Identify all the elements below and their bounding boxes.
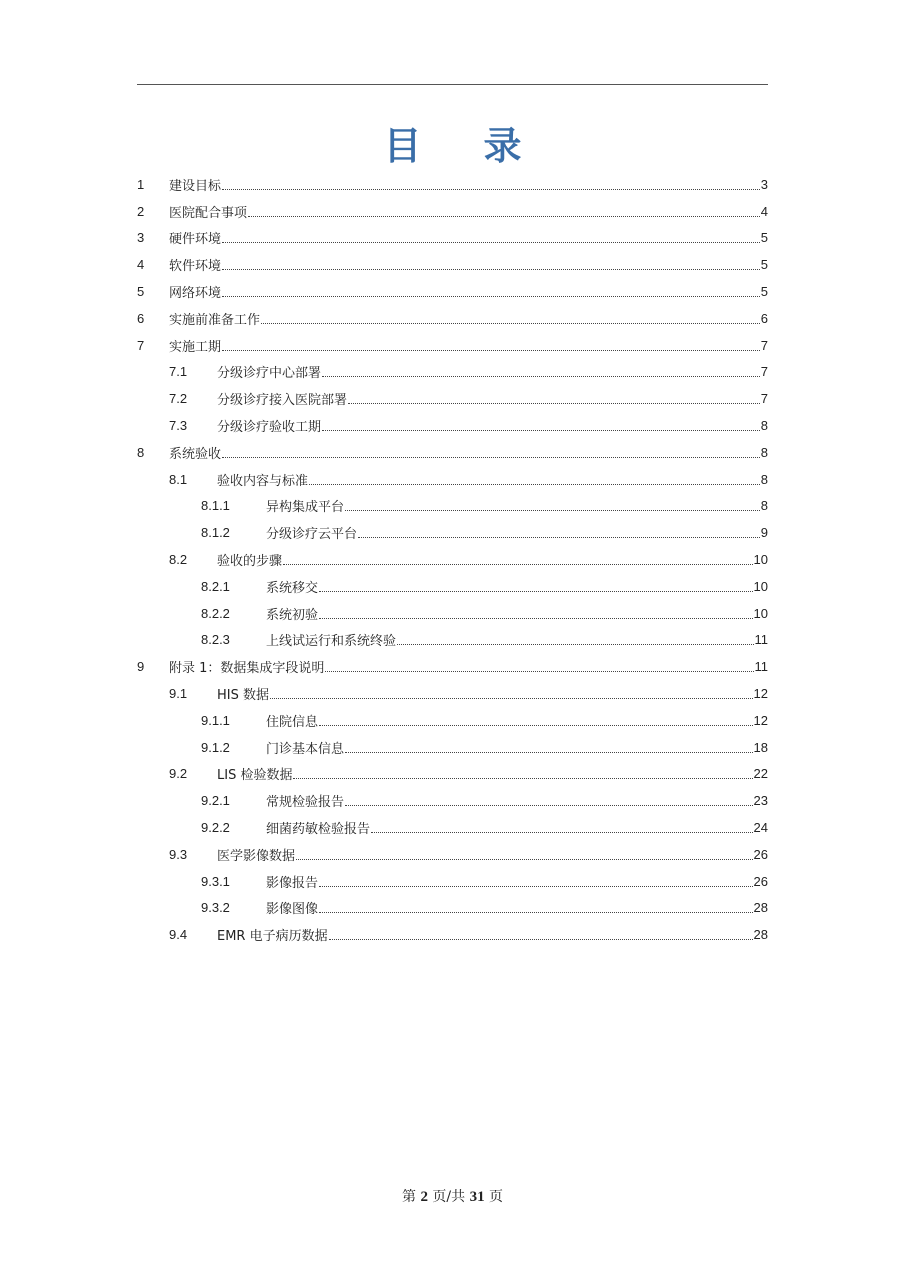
toc-entry-page: 26 [753,846,768,862]
toc-dot-leader [309,483,760,485]
toc-entry-page: 5 [760,230,768,246]
toc-entry-title: 实施工期 [169,339,222,355]
toc-dot-leader [325,670,753,672]
page-footer [0,1186,905,1206]
toc-dot-leader [283,563,753,565]
toc-entry-page: 3 [760,176,768,192]
toc-entry-number: 8.2.1 [201,578,230,594]
toc-entry-page: 11 [754,659,768,675]
toc-entry-title: 上线试运行和系统终验 [266,634,397,650]
toc-entry-page: 18 [753,739,768,755]
toc-entry-number: 7.1 [169,364,188,380]
toc-entry[interactable] [137,627,768,654]
toc-dot-leader [222,295,760,297]
toc-dot-leader [397,643,753,645]
toc-dot-leader [222,241,760,243]
toc-entry-number: 8.1.1 [201,498,230,514]
toc-entry-number: 7.3 [169,418,188,434]
toc-entry-title: HIS 数据 [217,688,269,704]
toc-entry-title: 验收的步骤 [217,554,283,570]
toc-entry-title: LIS 检验数据 [217,768,293,784]
toc-entry-page: 9 [760,525,768,541]
toc-entry-page: 8 [760,444,768,460]
toc-entry-number: 9 [137,659,145,675]
toc-dot-leader [322,429,760,431]
toc-entry-title: 常规检验报告 [266,795,345,811]
toc-entry-page: 7 [760,337,768,353]
toc-entry-number: 9.1.1 [201,712,230,728]
toc-dot-leader [296,858,753,860]
table-of-contents [137,171,768,948]
toc-entry[interactable] [137,519,768,546]
toc-entry-page: 12 [753,686,768,702]
header-rule [137,84,768,85]
toc-entry[interactable] [137,921,768,948]
toc-dot-leader [222,456,760,458]
toc-entry[interactable] [137,225,768,252]
toc-entry-title: 医院配合事项 [169,205,248,221]
footer-current-page: 2 [420,1189,428,1205]
toc-entry[interactable] [137,493,768,520]
toc-entry-page: 4 [760,203,768,219]
toc-entry-page: 5 [760,284,768,300]
toc-entry[interactable] [137,653,768,680]
toc-dot-leader [270,697,753,699]
toc-entry[interactable] [137,439,768,466]
toc-entry-page: 28 [753,900,768,916]
toc-entry[interactable] [137,251,768,278]
toc-dot-leader [319,911,753,913]
toc-entry-number: 1 [137,176,145,192]
footer-prefix: 第 [401,1189,416,1205]
toc-entry-page: 22 [753,766,768,782]
toc-entry-page: 10 [753,605,768,621]
toc-entry[interactable] [137,198,768,225]
toc-entry-number: 9.2.1 [201,793,230,809]
toc-entry-number: 9.2.2 [201,820,230,836]
toc-entry-number: 7 [137,337,145,353]
toc-entry[interactable] [137,868,768,895]
toc-entry-title: 附录 1：数据集成字段说明 [169,661,325,677]
toc-entry[interactable] [137,734,768,761]
toc-entry-title: 影像报告 [266,875,319,891]
toc-entry-title: 系统移交 [266,580,319,596]
toc-entry-page: 10 [753,578,768,594]
toc-entry-title: 系统验收 [169,446,222,462]
toc-entry[interactable] [137,814,768,841]
toc-dot-leader [248,215,760,217]
toc-entry-number: 6 [137,310,145,326]
toc-entry[interactable] [137,600,768,627]
toc-dot-leader [358,536,760,538]
toc-dot-leader [345,751,753,753]
toc-entry-page: 8 [760,498,768,514]
toc-entry[interactable] [137,841,768,868]
toc-entry-title: 分级诊疗验收工期 [217,420,322,436]
toc-entry-title: 软件环境 [169,259,222,275]
toc-entry-number: 9.1.2 [201,739,230,755]
toc-entry[interactable] [137,171,768,198]
toc-entry-title: 异构集成平台 [266,500,345,516]
toc-dot-leader [319,885,753,887]
toc-entry[interactable] [137,305,768,332]
toc-entry-number: 9.4 [169,927,188,943]
toc-dot-leader [222,188,760,190]
toc-entry-title: 硬件环境 [169,232,222,248]
page-title [137,118,768,174]
toc-entry-page: 6 [760,310,768,326]
toc-dot-leader [345,509,760,511]
toc-dot-leader [319,724,753,726]
toc-entry-page: 5 [760,257,768,273]
toc-entry-number: 9.3 [169,846,188,862]
toc-dot-leader [329,938,753,940]
title-char-2: 录 [483,123,522,168]
toc-entry[interactable] [137,680,768,707]
toc-entry-page: 12 [753,712,768,728]
toc-entry-number: 8.1 [169,471,188,487]
toc-entry-number: 7.2 [169,391,188,407]
toc-entry-number: 3 [137,230,145,246]
toc-dot-leader [348,402,760,404]
toc-dot-leader [371,831,753,833]
toc-entry-number: 9.2 [169,766,188,782]
toc-entry[interactable] [137,385,768,412]
toc-entry-page: 28 [753,927,768,943]
toc-entry-page: 26 [753,873,768,889]
toc-entry[interactable] [137,332,768,359]
footer-suffix: 页 [489,1189,504,1205]
toc-entry-number: 9.3.1 [201,873,230,889]
footer-middle: 页/共 [432,1189,466,1205]
toc-entry-title: 细菌药敏检验报告 [266,822,371,838]
footer-total-pages: 31 [469,1189,485,1205]
toc-entry[interactable] [137,761,768,788]
toc-entry-title: 分级诊疗中心部署 [217,366,322,382]
toc-entry[interactable] [137,707,768,734]
toc-entry-title: 分级诊疗接入医院部署 [217,393,348,409]
toc-dot-leader [222,349,760,351]
toc-entry-title: 实施前准备工作 [169,312,261,328]
toc-entry[interactable] [137,278,768,305]
toc-entry-title: 住院信息 [266,714,319,730]
title-char-1: 目 [383,123,422,168]
toc-entry-title: 验收内容与标准 [217,473,309,489]
toc-entry-page: 10 [753,552,768,568]
toc-dot-leader [261,322,760,324]
toc-entry-page: 24 [753,820,768,836]
toc-entry[interactable] [137,546,768,573]
toc-entry-number: 8.2 [169,552,188,568]
toc-entry-number: 5 [137,284,145,300]
toc-dot-leader [319,617,753,619]
toc-entry-title: 系统初验 [266,607,319,623]
toc-entry-page: 7 [760,391,768,407]
toc-entry-number: 8.1.2 [201,525,230,541]
toc-entry-number: 2 [137,203,145,219]
toc-entry-title: 网络环境 [169,286,222,302]
toc-entry-number: 8.2.3 [201,632,230,648]
toc-dot-leader [322,375,760,377]
toc-dot-leader [222,268,760,270]
toc-dot-leader [319,590,753,592]
toc-entry-title: 影像图像 [266,902,319,918]
toc-entry-number: 8.2.2 [201,605,230,621]
toc-entry-title: 医学影像数据 [217,848,296,864]
toc-entry-number: 9.3.2 [201,900,230,916]
toc-entry-title: 门诊基本信息 [266,741,345,757]
toc-entry-page: 11 [754,632,768,648]
toc-entry-page: 7 [760,364,768,380]
toc-entry-page: 8 [760,471,768,487]
toc-entry-number: 8 [137,444,145,460]
toc-entry-page: 8 [760,418,768,434]
toc-entry[interactable] [137,573,768,600]
toc-entry-title: 分级诊疗云平台 [266,527,358,543]
toc-entry-title: 建设目标 [169,178,222,194]
toc-entry-title: EMR 电子病历数据 [217,929,328,945]
toc-entry[interactable] [137,787,768,814]
toc-entry-page: 23 [753,793,768,809]
toc-entry[interactable] [137,412,768,439]
toc-entry[interactable] [137,895,768,922]
toc-dot-leader [345,804,753,806]
toc-entry-number: 4 [137,257,145,273]
toc-entry-number: 9.1 [169,686,188,702]
toc-entry[interactable] [137,359,768,386]
toc-entry[interactable] [137,466,768,493]
toc-dot-leader [293,777,752,779]
